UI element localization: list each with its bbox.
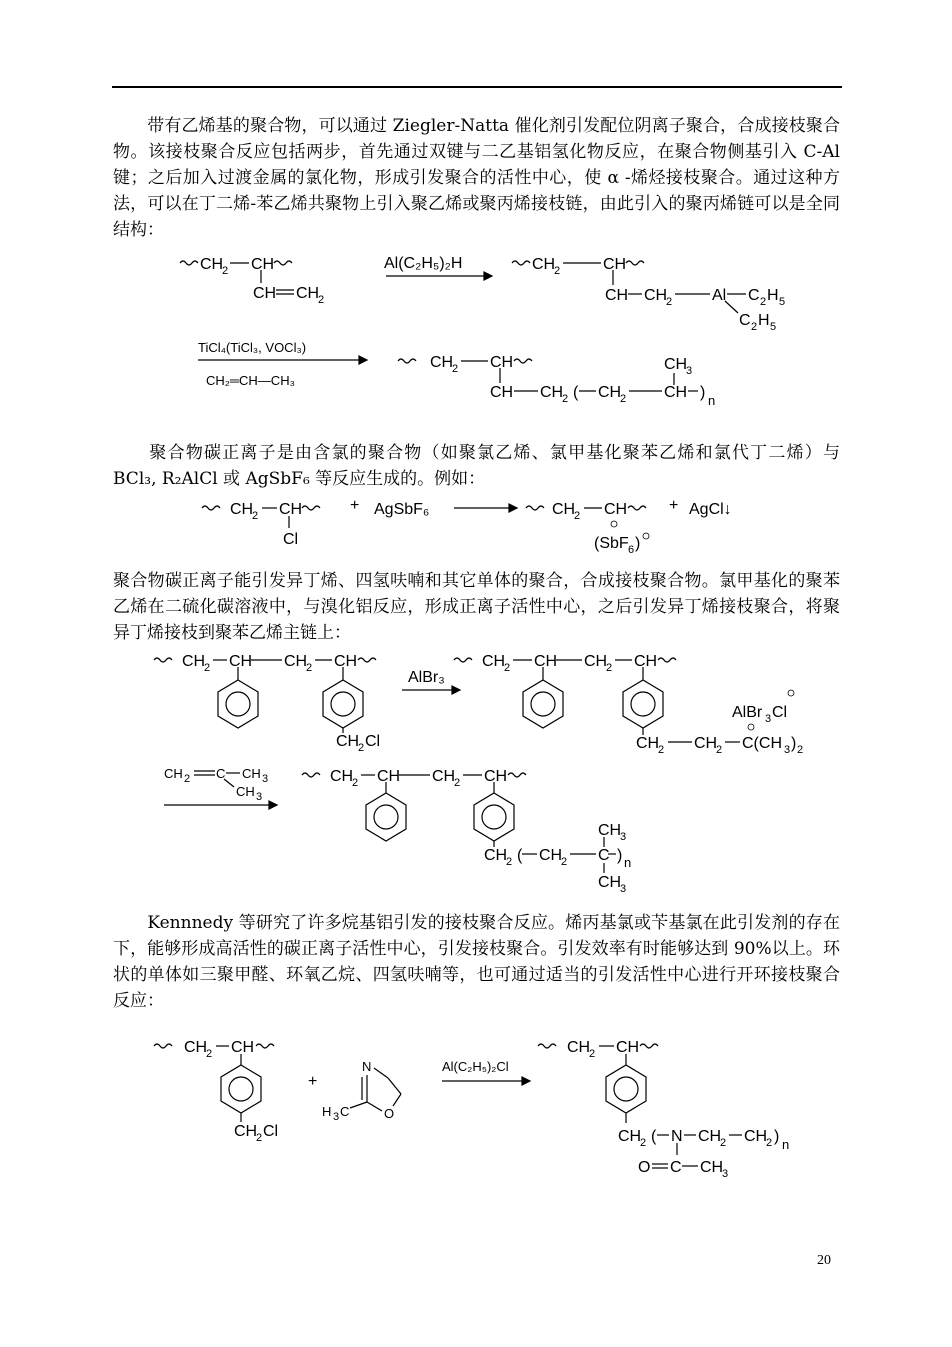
svg-text:C: C xyxy=(739,312,751,329)
svg-text:2: 2 xyxy=(760,296,767,308)
svg-text:CH: CH xyxy=(698,1128,722,1145)
scheme-4-oxazoline-graft xyxy=(112,1028,852,1188)
svg-text:n: n xyxy=(624,855,632,870)
svg-text:2: 2 xyxy=(184,773,191,785)
reagent-albr3: AlBr₃ xyxy=(408,669,445,686)
svg-text:CH: CH xyxy=(330,768,354,785)
svg-text:): ) xyxy=(635,535,641,552)
reagent-1: Al(C₂H₅)₂H xyxy=(384,255,463,272)
svg-text:CH: CH xyxy=(230,501,254,518)
svg-text:CH: CH xyxy=(540,384,564,401)
svg-text:CH: CH xyxy=(636,735,660,752)
svg-text:CH: CH xyxy=(552,501,576,518)
svg-text:Cl: Cl xyxy=(263,1123,279,1140)
svg-text:CH: CH xyxy=(598,874,622,891)
svg-text:CH: CH xyxy=(584,653,608,670)
svg-text:AlBr: AlBr xyxy=(732,704,763,721)
svg-text:3: 3 xyxy=(620,831,627,843)
svg-text:2: 2 xyxy=(751,321,758,333)
svg-text:): ) xyxy=(791,735,797,752)
svg-text:CH: CH xyxy=(482,653,506,670)
svg-text:2: 2 xyxy=(554,265,561,277)
svg-text:CH: CH xyxy=(490,384,514,401)
scheme-1-vinyl-hydroalumination xyxy=(112,245,852,415)
monomer-propylene: CH₂═CH—CH₃ xyxy=(206,373,295,388)
svg-text:2: 2 xyxy=(562,393,569,405)
svg-text:2: 2 xyxy=(358,742,365,754)
svg-text:H: H xyxy=(767,287,779,304)
paragraph-3: 聚合物碳正离子能引发异丁烯、四氢呋喃和其它单体的聚合，合成接枝聚合物。氯甲基化的聚苯乙烯在二硫化碳溶液中，与溴化铝反应，形成正离子活性中心，之后引发异丁烯接枝聚合，将聚异丁烯接枝到聚苯乙烯主链上： xyxy=(113,571,840,643)
reagent-agsbf6: AgSbF₆ xyxy=(374,501,430,518)
svg-text:(SbF: (SbF xyxy=(594,535,629,552)
paragraph-4: Kennnedy 等研究了许多烷基铝引发的接枝聚合反应。烯丙基氯或苄基氯在此引发剂的存在下，能够形成高活性的碳正离子活性中心，引发接枝聚合。引发效率有时能够达到 90%以上。环状的单体如三聚甲醛、环氧乙烷、四氢呋喃等，也可通过适当的引发活性中心进行开环接枝聚合反应： xyxy=(113,913,840,1011)
svg-text:CH: CH xyxy=(231,1039,255,1056)
svg-text:2: 2 xyxy=(256,1132,263,1144)
svg-text:): ) xyxy=(774,1128,780,1145)
svg-text:3: 3 xyxy=(620,883,627,895)
svg-text:n: n xyxy=(708,393,716,408)
svg-text:N: N xyxy=(362,1059,372,1074)
svg-text:3: 3 xyxy=(262,773,269,785)
svg-text:2: 2 xyxy=(318,294,325,306)
svg-text:C(CH: C(CH xyxy=(742,735,782,752)
svg-text:CH: CH xyxy=(634,653,658,670)
svg-text:2: 2 xyxy=(252,510,259,522)
svg-text:2: 2 xyxy=(352,777,359,789)
plus-sign-2: + xyxy=(669,497,679,514)
svg-text:CH: CH xyxy=(616,1039,640,1056)
svg-text:CH: CH xyxy=(598,384,622,401)
svg-text:CH: CH xyxy=(604,501,628,518)
svg-text:CH: CH xyxy=(432,768,456,785)
svg-text:Cl: Cl xyxy=(283,531,299,548)
svg-text:2: 2 xyxy=(504,662,511,674)
svg-text:CH: CH xyxy=(377,768,401,785)
svg-text:CH: CH xyxy=(484,768,508,785)
paragraph-1: 带有乙烯基的聚合物，可以通过 Ziegler-Natta 催化剂引发配位阴离子聚合，合成接枝聚合物。该接枝聚合反应包括两步，首先通过双键与二乙基铝氢化物反应，在聚合物侧基引入 C-Al 键；之后加入过渡金属的氯化物，形成引发聚合的活性中心，使 α -烯烃接枝聚合。通过这种方法，可以在丁二烯-苯乙烯共聚物上引入聚乙烯或聚丙烯接枝链，由此引入的聚丙烯链可以是全同结构： xyxy=(113,116,840,240)
svg-text:n: n xyxy=(782,1137,790,1152)
svg-text:CH: CH xyxy=(744,1128,768,1145)
wavy-bond xyxy=(180,261,198,265)
svg-text:2: 2 xyxy=(206,1048,213,1060)
svg-text:2: 2 xyxy=(452,363,459,375)
svg-text:Al: Al xyxy=(712,287,727,304)
svg-text:5: 5 xyxy=(770,321,777,333)
svg-text:CH: CH xyxy=(532,256,556,273)
svg-text:2: 2 xyxy=(640,1137,647,1149)
svg-text:(: ( xyxy=(651,1128,657,1145)
svg-text:3: 3 xyxy=(333,1111,340,1123)
svg-text:CH: CH xyxy=(251,256,275,273)
svg-text:3: 3 xyxy=(722,1168,729,1180)
svg-text:2: 2 xyxy=(766,1137,773,1149)
svg-text:2: 2 xyxy=(204,662,211,674)
svg-text:CH: CH xyxy=(664,356,688,373)
svg-text:CH: CH xyxy=(700,1159,724,1176)
svg-text:C: C xyxy=(598,847,610,864)
svg-text:CH: CH xyxy=(534,653,558,670)
svg-text:CH: CH xyxy=(598,822,622,839)
page-number: 20 xyxy=(817,1253,831,1268)
svg-text:Cl: Cl xyxy=(365,733,381,750)
agcl-precipitate: AgCl↓ xyxy=(689,501,732,518)
svg-text:): ) xyxy=(700,384,706,401)
svg-text:CH: CH xyxy=(182,653,206,670)
svg-text:2: 2 xyxy=(606,662,613,674)
svg-text:2: 2 xyxy=(506,856,513,868)
svg-text:C: C xyxy=(670,1159,682,1176)
svg-text:CH: CH xyxy=(694,735,718,752)
svg-text:CH: CH xyxy=(200,256,224,273)
svg-text:CH: CH xyxy=(296,285,320,302)
svg-text:CH: CH xyxy=(603,256,627,273)
svg-text:N: N xyxy=(671,1128,683,1145)
svg-text:): ) xyxy=(617,847,623,864)
reagent-diethylaluminum-chloride: Al(C₂H₅)₂Cl xyxy=(442,1059,509,1074)
plus-sign: + xyxy=(350,497,360,514)
svg-text:C: C xyxy=(748,287,760,304)
svg-text:CH: CH xyxy=(253,285,277,302)
svg-text:CH: CH xyxy=(284,653,308,670)
svg-text:2: 2 xyxy=(589,1048,596,1060)
svg-text:CH: CH xyxy=(164,766,183,781)
svg-text:CH: CH xyxy=(484,847,508,864)
svg-text:2: 2 xyxy=(620,393,627,405)
plus-sign: + xyxy=(308,1073,318,1090)
paragraph-2: 聚合物碳正离子是由含氯的聚合物（如聚氯乙烯、氯甲基化聚苯乙烯和氯代丁二烯）与 BCl₃, R₂AlCl 或 AgSbF₆ 等反应生成的。例如： xyxy=(113,443,840,489)
svg-text:3: 3 xyxy=(686,365,693,377)
svg-text:2: 2 xyxy=(666,296,673,308)
svg-text:H: H xyxy=(322,1104,332,1119)
svg-text:2: 2 xyxy=(658,744,665,756)
svg-text:CH: CH xyxy=(618,1128,642,1145)
svg-text:3: 3 xyxy=(765,713,772,725)
svg-text:2: 2 xyxy=(561,856,568,868)
svg-text:CH: CH xyxy=(664,384,688,401)
svg-text:3: 3 xyxy=(256,791,263,803)
svg-text:2: 2 xyxy=(222,265,229,277)
svg-text:CH: CH xyxy=(539,847,563,864)
svg-text:(: ( xyxy=(517,847,523,864)
svg-text:5: 5 xyxy=(779,296,786,308)
svg-text:CH: CH xyxy=(567,1039,591,1056)
svg-text:CH: CH xyxy=(605,287,629,304)
svg-text:2: 2 xyxy=(797,744,804,756)
svg-text:CH: CH xyxy=(336,733,360,750)
svg-text:CH: CH xyxy=(234,1123,258,1140)
svg-text:2: 2 xyxy=(306,662,313,674)
svg-text:CH: CH xyxy=(184,1039,208,1056)
svg-text:H: H xyxy=(758,312,770,329)
svg-text:2: 2 xyxy=(574,510,581,522)
svg-text:3: 3 xyxy=(784,744,791,756)
svg-text:CH: CH xyxy=(236,784,255,799)
header-rule xyxy=(112,86,842,88)
svg-text:2: 2 xyxy=(454,777,461,789)
svg-text:CH: CH xyxy=(279,501,303,518)
svg-text:CH: CH xyxy=(490,354,514,371)
svg-text:6: 6 xyxy=(628,544,635,556)
svg-text:O: O xyxy=(638,1159,651,1176)
svg-text:CH: CH xyxy=(334,653,358,670)
svg-text:CH: CH xyxy=(242,766,261,781)
svg-text:Cl: Cl xyxy=(772,704,788,721)
svg-text:CH: CH xyxy=(644,287,668,304)
scheme-3-isobutylene-graft xyxy=(112,645,852,895)
svg-text:C: C xyxy=(216,766,226,781)
svg-text:CH: CH xyxy=(430,354,454,371)
svg-text:2: 2 xyxy=(716,744,723,756)
svg-text:O: O xyxy=(384,1106,395,1121)
reagent-2: TiCl₄(TiCl₃, VOCl₃) xyxy=(198,340,307,355)
scheme-2-carbocation xyxy=(112,490,852,560)
svg-text:CH: CH xyxy=(229,653,253,670)
svg-text:C: C xyxy=(340,1104,350,1119)
svg-text:(: ( xyxy=(573,384,579,401)
svg-text:2: 2 xyxy=(720,1137,727,1149)
